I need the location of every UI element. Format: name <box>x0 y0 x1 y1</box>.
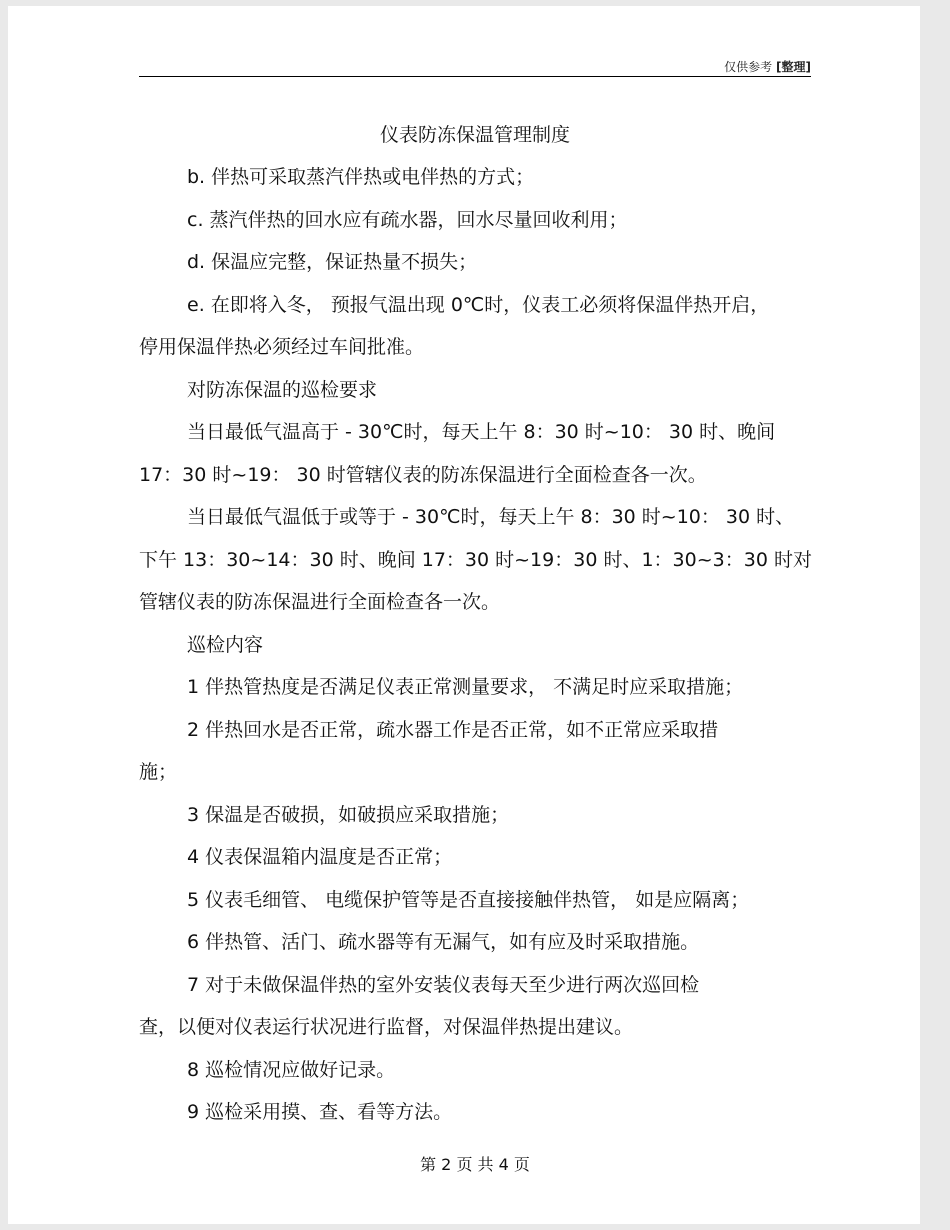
text-line: d. 保温应完整，保证热量不损失； <box>187 251 478 273</box>
page-number: 第 2 页 共 4 页 <box>420 1155 530 1174</box>
document-page <box>8 6 920 1224</box>
document-title: 仪表防冻保温管理制度 <box>379 124 570 146</box>
text-line: 17：30 时~19： 30 时管辖仪表的防冻保温进行全面检查各一次。 <box>139 463 707 486</box>
list-item: 4 仪表保温箱内温度是否正常； <box>187 846 453 868</box>
text-line: 管辖仪表的防冻保温进行全面检查各一次。 <box>139 591 501 613</box>
list-item: 9 巡检采用摸、查、看等方法。 <box>187 1101 453 1123</box>
text-line: 施； <box>139 761 178 783</box>
text-line: 停用保温伴热必须经过车间批准。 <box>139 336 425 358</box>
list-item: 7 对于未做保温伴热的室外安装仪表每天至少进行两次巡回检 <box>187 973 700 996</box>
page-header <box>139 58 811 75</box>
header-rule <box>139 76 811 77</box>
text-line: e. 在即将入冬， 预报气温出现 0℃时，仪表工必须将保温伴热开启， <box>187 293 770 316</box>
header-bracket: [整理] <box>776 60 811 74</box>
document-body <box>139 156 811 1134</box>
list-item: 8 巡检情况应做好记录。 <box>187 1058 396 1081</box>
text-line: 当日最低气温低于或等于 - 30℃时，每天上午 8：30 时~10： 30 时、 <box>187 506 795 528</box>
header-note: 仅供参考 <box>724 60 773 74</box>
text-line: c. 蒸汽伴热的回水应有疏水器，回水尽量回收利用； <box>187 208 628 231</box>
section-heading: 巡检内容 <box>187 633 264 656</box>
section-heading: 对防冻保温的巡检要求 <box>187 378 378 401</box>
text-line: 查，以便对仪表运行状况进行监督，对保温伴热提出建议。 <box>139 1016 634 1038</box>
list-item: 2 伴热回水是否正常，疏水器工作是否正常，如不正常应采取措 <box>187 718 719 741</box>
list-item: 6 伴热管、活门、疏水器等有无漏气，如有应及时采取措施。 <box>187 931 700 953</box>
list-item: 1 伴热管热度是否满足仪表正常测量要求， 不满足时应采取措施； <box>187 676 744 698</box>
text-line: 当日最低气温高于 - 30℃时，每天上午 8：30 时~10： 30 时、晚间 <box>187 421 776 443</box>
text-line: b. 伴热可采取蒸汽伴热或电伴热的方式； <box>187 166 535 188</box>
list-item: 3 保温是否破损，如破损应采取措施； <box>187 803 510 826</box>
text-line: 下午 13：30~14：30 时、晚间 17：30 时~19：30 时、1：30~3：30 时对 <box>139 548 812 571</box>
list-item: 5 仪表毛细管、 电缆保护管等是否直接接触伴热管， 如是应隔离； <box>187 888 750 911</box>
